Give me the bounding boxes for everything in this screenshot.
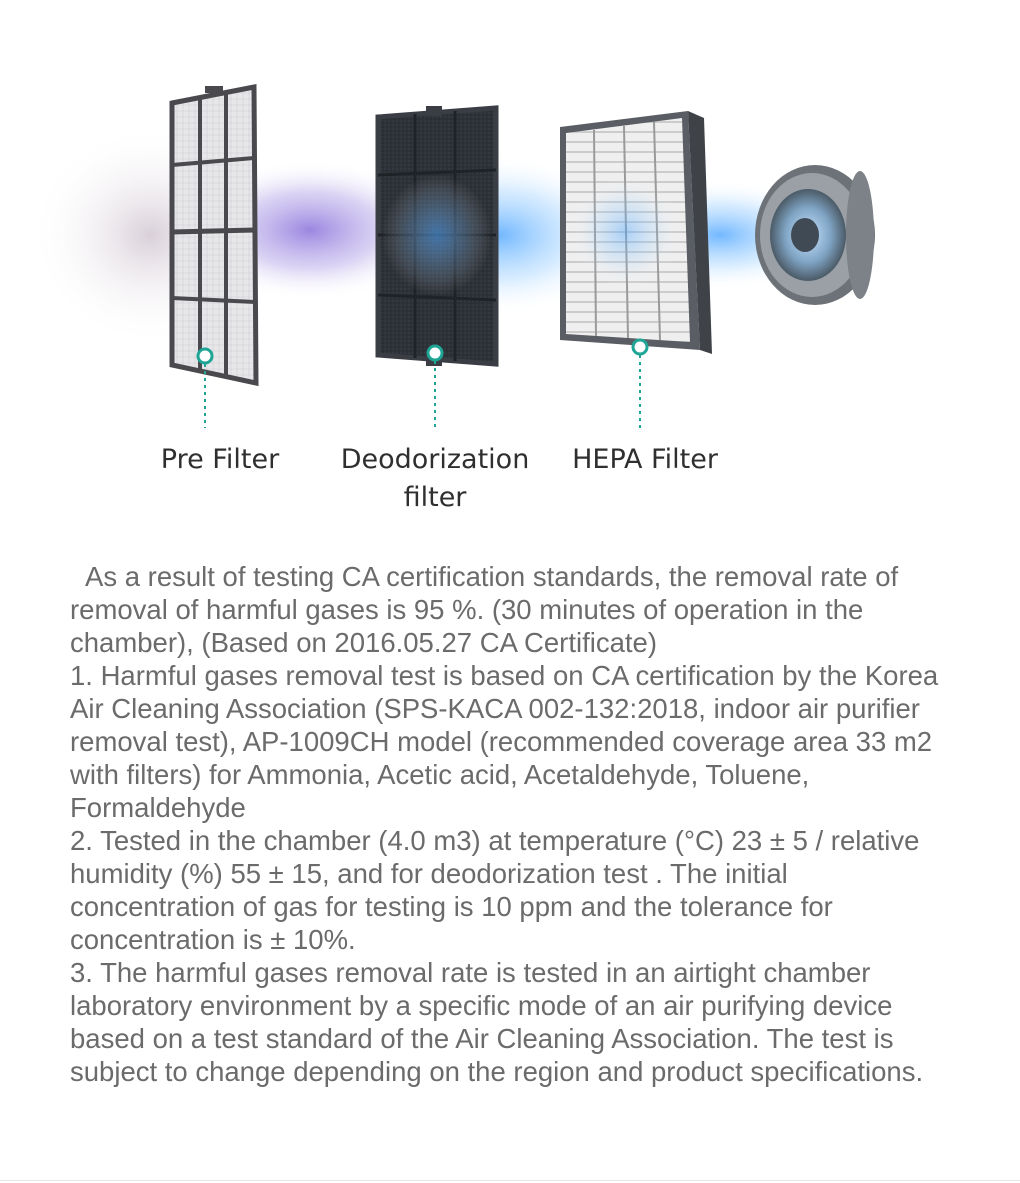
pre-filter-marker	[198, 349, 212, 428]
hepa-filter-marker	[633, 340, 647, 428]
note-3: 3. The harmful gases removal rate is tested in an airtight chamber laboratory environment by a specific mode of an air purifying device based on a test standard of the Air Cleaning Association. The test is subject to change depending on the region and product specifications.	[70, 957, 924, 1087]
test-description	[70, 560, 950, 1088]
intro-paragraph: As a result of testing CA certification standards, the removal rate of removal of harmful gases is 95 %. (30 minutes of operation in the chamber), (Based on 2016.05.27 CA Certificate)	[70, 561, 899, 658]
fan-graphic	[755, 165, 875, 305]
pre-filter-label: Pre Filter	[160, 444, 280, 475]
bottom-divider	[0, 1180, 1020, 1181]
deodorization-filter-label: Deodorization filter	[340, 444, 530, 513]
note-1: 1. Harmful gases removal test is based on CA certification by the Korea Air Cleaning Association (SPS-KACA 002-132:2018, indoor air purifier removal test), AP-1009CH model (recommended coverage area 33 m2 with filters) for Ammonia, Acetic acid, Acetaldehyde, Toluene, Formaldehyde	[70, 660, 939, 823]
hepa-filter-graphic	[560, 111, 712, 354]
hepa-filter-label: HEPA Filter	[572, 444, 718, 475]
deodorization-filter-marker	[428, 346, 442, 428]
deodorization-filter-graphic	[378, 106, 496, 366]
pre-filter-graphic	[172, 86, 256, 383]
note-2: 2. Tested in the chamber (4.0 m3) at temperature (°C) 23 ± 5 / relative humidity (%) 55 ± 15, and for deodorization test . The initial concentration of gas for testing is 10 ppm and the tolerance for concentration is ± 10%.	[70, 825, 920, 955]
